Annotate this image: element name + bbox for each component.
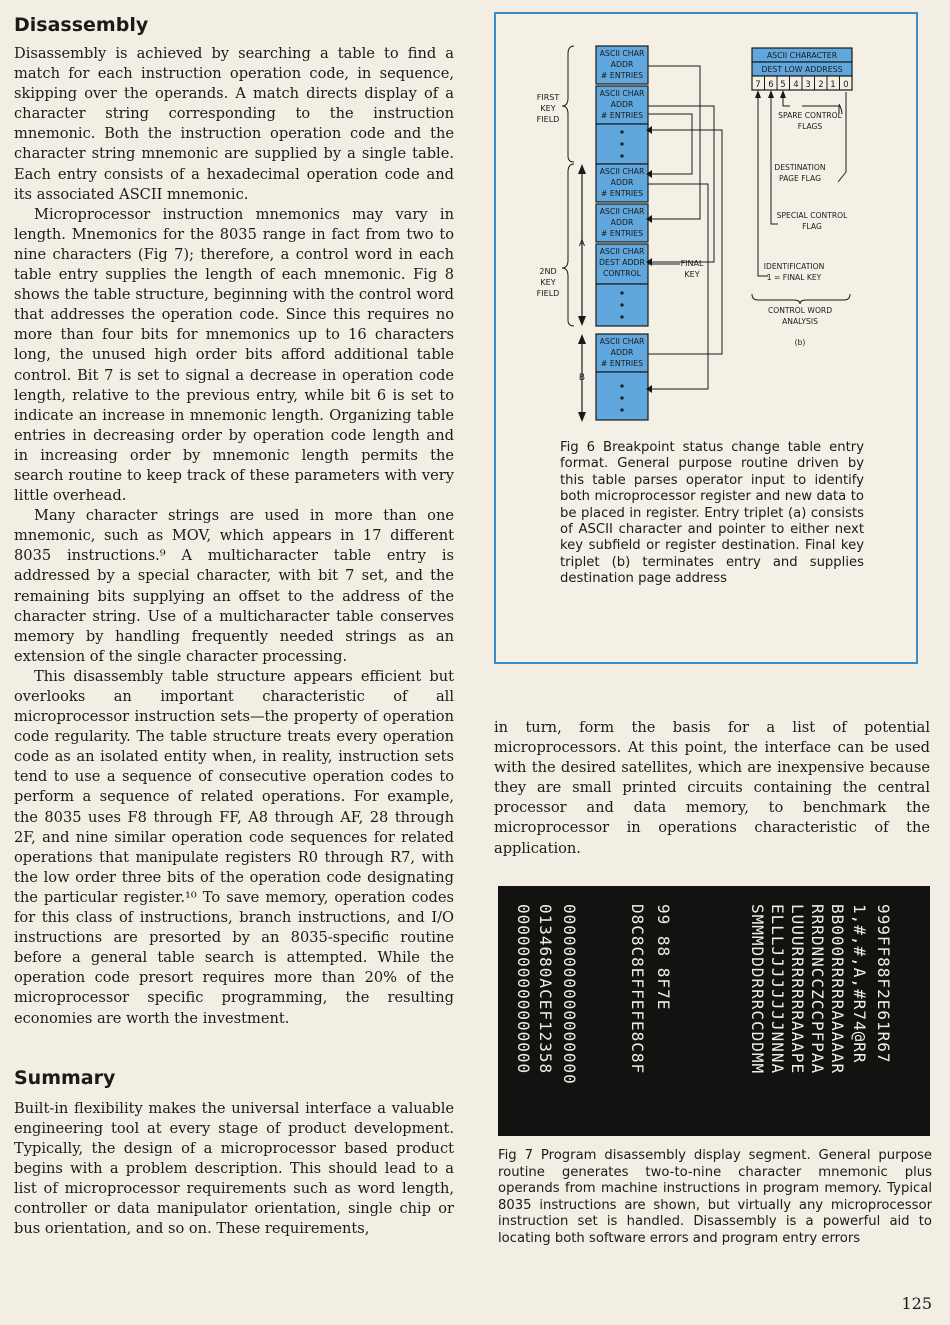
special-line-2: FLAG	[802, 222, 822, 231]
disassembly-paragraph-3: Many character strings are used in more than one mnemonic, such as MOV, which appears in 17 different 8035 instructions.⁹ A multicharacter table entry is addressed by a special character, with bit 7 set, and the remaining bits supplying an offset to the address of the character string. Use of a multicharacter table conserves memory by handling frequently needed strings as an extension of the single character processing.	[14, 507, 454, 665]
bit-1: 1	[830, 80, 836, 90]
cell-1-line-3: # ENTRIES	[600, 71, 644, 80]
right-header-2: DEST LOW ADDRESS	[761, 65, 843, 74]
bit-7: 7	[755, 80, 761, 90]
screen-column-6: SMMMDDDRRRCCDDMM	[748, 904, 767, 1075]
cwa-line-2: ANALYSIS	[782, 317, 818, 326]
figure-6-diagram	[496, 14, 920, 434]
screen-column-9: RRRDNNCCZCCPFPAA	[808, 904, 827, 1075]
figure-6	[494, 12, 918, 664]
second-key-line-2: KEY	[540, 278, 556, 287]
screen-column-8: LUUURRRRRRRAAAPE	[788, 904, 807, 1075]
bit-0: 0	[843, 80, 849, 90]
bit-2: 2	[818, 80, 824, 90]
cell-3-line-3: # ENTRIES	[600, 189, 644, 198]
second-key-line-3: FIELD	[536, 289, 560, 298]
disassembly-paragraph-4: This disassembly table structure appears efficient but overlooks an important characteristic of all microprocessor instruction sets—the property of operation code regularity. The table structure treats every operation code as an isolated entity when, in reality, instruction sets tend to use a sequence of consecutive operation codes to perform a sequence of related operations. For example, the 8035 uses F8 through FF, A8 through AF, 28 through 2F, and nine similar operation code sequences for related operations that manipulate registers R0 through R7, with the low order three bits of the operation code designating the particular register.¹⁰ To save memory, operation codes for this class of instructions, branch instructions, and I/O instructions are presorted by an 8035-specific routine before a general table search is attempted. While the operation code presort requires more than 20% of the microprocessor specific programming, the resulting economies are worth the investment.	[14, 667, 454, 1027]
special-line-1: SPECIAL CONTROL	[776, 211, 848, 220]
screen-column-1: 0000000000000000	[514, 904, 533, 1075]
second-key-line-1: 2ND	[539, 267, 557, 276]
left-column	[14, 14, 454, 1239]
cwa-line-1: CONTROL WORD	[767, 306, 833, 315]
sub-label-b: (b)	[794, 338, 806, 347]
screen-column-11: 1,#,#,A,#R74@RR	[850, 904, 869, 1064]
dest-page-line-2: PAGE FLAG	[779, 174, 821, 183]
summary-continuation: in turn, form the basis for a list of potential microprocessors. At this point, the interface can be used with the desired satellites, which are inexpensive because they are small printed circuits containing the central processor and data memory, to benchmark the microprocessor in operations characteristic of the application.	[494, 719, 930, 857]
bit-4: 4	[793, 80, 799, 90]
screen-column-12: 999FF88F2E61R67	[874, 904, 893, 1064]
cell-6-line-1: ASCII CHAR	[599, 337, 645, 346]
label-b: B	[578, 373, 586, 383]
cell-3-line-2: ADDR	[610, 178, 634, 187]
cell-5-line-3: CONTROL	[602, 269, 642, 278]
label-a: A	[578, 239, 586, 249]
ident-line-2: 1 = FINAL KEY	[766, 273, 822, 282]
first-key-line-1: FIRST	[536, 93, 560, 102]
cell-5-line-1: ASCII CHAR	[599, 247, 645, 256]
screen-column-7: ELLLJJJJJJJJNNNA	[768, 904, 787, 1075]
cell-4-line-3: # ENTRIES	[600, 229, 644, 238]
page-number: 125	[901, 1294, 932, 1313]
summary-heading: Summary	[14, 1066, 116, 1089]
cell-1-line-2: ADDR	[610, 60, 634, 69]
bit-6: 6	[768, 80, 774, 90]
cell-4-line-1: ASCII CHAR	[599, 207, 645, 216]
first-key-line-2: KEY	[540, 104, 556, 113]
cell-2-line-3: # ENTRIES	[600, 111, 644, 120]
cell-3-line-1: ASCII CHAR	[599, 167, 645, 176]
cell-2-line-1: ASCII CHAR	[599, 89, 645, 98]
figure-7-screen	[498, 886, 930, 1136]
spare-line-2: FLAGS	[797, 122, 823, 131]
disassembly-paragraph-1: Disassembly is achieved by searching a table to find a match for each instruction operation code, in sequence, skipping over the operands. A match directs display of a character string corresponding to the instruction mnemonic. Both the instruction operation code and the character string mnemonic are supplied by a single table. Each entry consists of a hexadecimal operation code and its associated ASCII mnemonic.	[14, 45, 454, 203]
final-key-line-1: FINAL	[680, 259, 704, 268]
figure-6-caption: Fig 6 Breakpoint status change table entry format. General purpose routine driven by this table parses operator input to identify both microprocessor register and new data to be placed in register. Entry triplet (a) consists of ASCII character and pointer to either next key subfield or register destination. Final key triplet (b) terminates entry and supplies destination page address	[560, 440, 864, 587]
screen-column-5: 99 88 8F7E	[654, 904, 673, 1011]
screen-column-2: 0134680ACEF12358	[536, 904, 555, 1075]
disassembly-paragraph-2: Microprocessor instruction mnemonics may vary in length. Mnemonics for the 8035 range in fact from two to nine characters (Fig 7); therefore, a control word in each table entry supplies the length of each mnemonic. Fig 8 shows the table structure, beginning with the control word that addresses the operation code. Since this requires no more than four bits for mnemonics up to 16 characters long, the unused high order bits afford additional table control. Bit 7 is set to signal a decrease in operation code length, relative to the previous entry, while bit 6 is set to indicate an increase in mnemonic length. Organizing table entries in decreasing order by operation code length and in increasing order by mnemonic length permits the search routine to keep track of these parameters with very little overhead.	[14, 205, 454, 505]
ident-line-1: IDENTIFICATION	[763, 262, 825, 271]
screen-column-4: D8C8C8EFFEFE8C8F	[628, 904, 647, 1075]
cell-1-line-1: ASCII CHAR	[599, 49, 645, 58]
cell-5-line-2: DEST ADDR	[599, 258, 645, 267]
cell-6-line-3: # ENTRIES	[600, 359, 644, 368]
bit-3: 3	[805, 80, 811, 90]
spare-line-1: SPARE CONTROL	[778, 111, 842, 120]
right-header-1: ASCII CHARACTER	[766, 51, 838, 60]
cell-6-line-2: ADDR	[610, 348, 634, 357]
cell-2-line-2: ADDR	[610, 100, 634, 109]
disassembly-heading: Disassembly	[14, 14, 149, 36]
first-key-line-3: FIELD	[536, 115, 560, 124]
dest-page-line-1: DESTINATION	[774, 163, 826, 172]
screen-column-10: BB000RRRRRAAAAAR	[828, 904, 847, 1075]
final-key-line-2: KEY	[684, 270, 700, 279]
right-column	[494, 718, 930, 859]
figure-7-caption: Fig 7 Program disassembly display segment. General purpose routine generates two-to-nine character mnemonic plus operands from machine instructions in program memory. Typical 8035 instructions are shown, but virtually any microprocessor instruction set is handled. Disassembly is a powerful aid to locating both software errors and program entry errors	[498, 1148, 932, 1246]
cell-4-line-2: ADDR	[610, 218, 634, 227]
bit-5: 5	[780, 80, 786, 90]
summary-paragraph: Built-in flexibility makes the universal interface a valuable engineering tool at every stage of product development. Typically, the design of a microprocessor based product begins with a problem description. This should lead to a list of microprocessor requirements such as word length, controller or data manipulator orientation, single chip or bus orientation, and so on. These requirements,	[14, 1099, 454, 1238]
screen-column-3: 00000000000000000	[560, 904, 579, 1085]
